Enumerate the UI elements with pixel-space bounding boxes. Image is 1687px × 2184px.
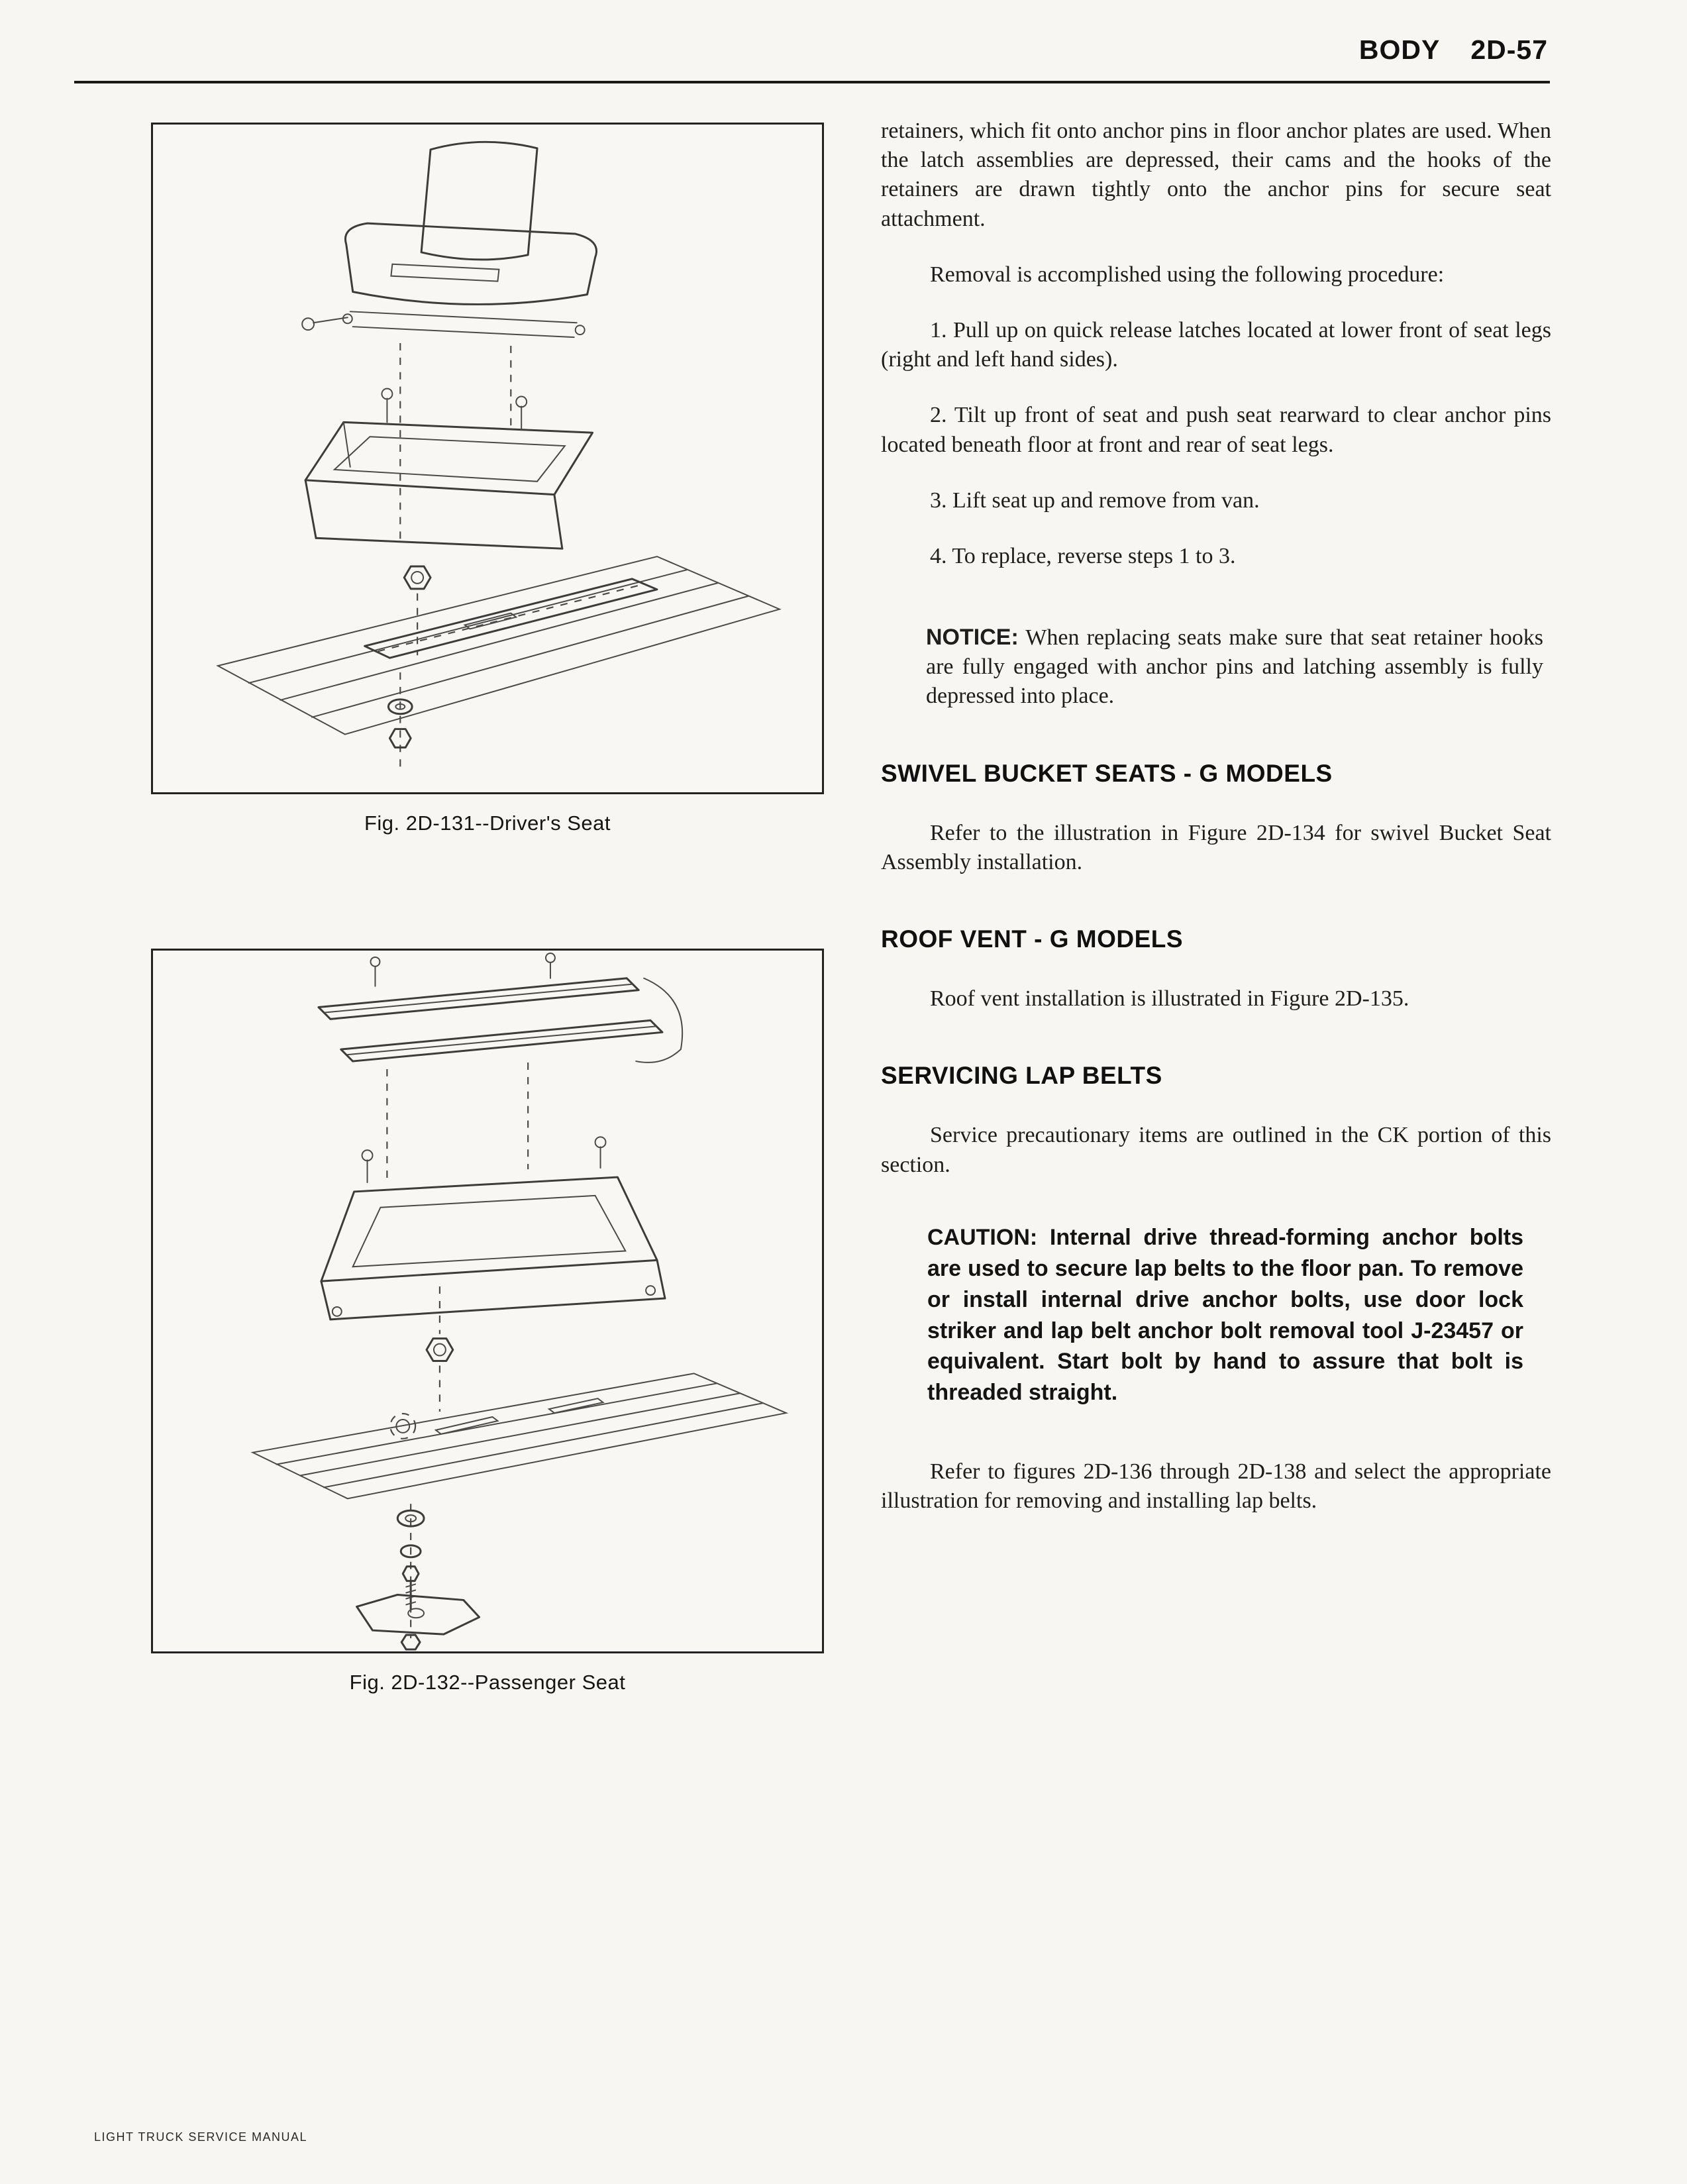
header-page-number: 2D-57 [1470, 34, 1548, 65]
anchor-bolt-stack [357, 1510, 480, 1649]
passenger-seat-illustration [151, 949, 824, 1653]
closing-paragraph: Refer to figures 2D-136 through 2D-138 and select the appropriate illustration for removing and installing lap belts. [881, 1459, 1551, 1514]
drivers-seat-svg [153, 125, 822, 792]
notice-paragraph [926, 623, 1543, 711]
removal-step-4: 4. To replace, reverse steps 1 to 3. [930, 543, 1236, 568]
fastener-nut [427, 1339, 453, 1361]
heading-swivel-bucket-seats: SWIVEL BUCKET SEATS - G MODELS [881, 759, 1333, 787]
fastener-nut [404, 566, 431, 589]
removal-intro-paragraph: Removal is accomplished using the following procedure: [930, 262, 1445, 287]
passenger-seat-svg [153, 951, 822, 1651]
page-header [1359, 34, 1548, 66]
alignment-lines [387, 1063, 528, 1638]
caution-label: CAUTION: [927, 1224, 1038, 1250]
drivers-seat-illustration [151, 123, 824, 794]
removal-step-1: 1. Pull up on quick release latches located at lower front of seat legs (right and left hand sides). [881, 317, 1551, 372]
header-rule [74, 81, 1550, 83]
pedestal-frame [305, 389, 592, 549]
figure-caption: Fig. 2D-132--Passenger Seat [349, 1671, 626, 1694]
figure-caption: Fig. 2D-131--Driver's Seat [364, 811, 611, 835]
figure-drivers-seat [151, 123, 824, 835]
servicing-lap-belts-paragraph: Service precautionary items are outlined in the CK portion of this section. [881, 1123, 1551, 1177]
footer-label: LIGHT TRUCK SERVICE MANUAL [94, 2130, 308, 2144]
caution-paragraph [927, 1222, 1523, 1408]
pedestal-frame [321, 1137, 665, 1319]
seat-outline [302, 142, 596, 337]
alignment-lines [400, 343, 511, 774]
swivel-bucket-seats-paragraph: Refer to the illustration in Figure 2D-134 for swivel Bucket Seat Assembly installation. [881, 820, 1551, 874]
removal-step-2: 2. Tilt up front of seat and push seat rearward to clear anchor pins located beneath floor at front and rear of seat legs. [881, 403, 1551, 457]
removal-step-3: 3. Lift seat up and remove from van. [930, 488, 1260, 513]
floor-pan [253, 1373, 786, 1498]
seat-rails [319, 953, 682, 1063]
intro-paragraph: retainers, which fit onto anchor pins in floor anchor plates are used. When the latch assemblies are depressed, their cams and the hooks of the retainers are drawn tightly onto the anchor pins for secure seat attachment. [881, 119, 1551, 231]
notice-text: When replacing seats make sure that seat retainer hooks are fully engaged with anchor pins and latching assembly is fully depressed into place. [926, 625, 1544, 709]
roof-vent-paragraph: Roof vent installation is illustrated in Figure 2D-135. [930, 986, 1409, 1012]
heading-roof-vent: ROOF VENT - G MODELS [881, 925, 1184, 953]
heading-servicing-lap-belts: SERVICING LAP BELTS [881, 1062, 1162, 1090]
floor-pan [218, 556, 780, 734]
caution-text: Internal drive thread-forming anchor bolts are used to secure lap belts to the floor pan. To remove or install internal drive anchor bolts, use door lock striker and lap belt anchor bolt removal tool J-23457 or equivalent. Start bolt by hand to assure that bolt is threaded straight. [927, 1224, 1523, 1406]
figure-passenger-seat [151, 949, 824, 1694]
header-section-title: BODY [1358, 34, 1441, 65]
article-column [881, 117, 1551, 1543]
notice-label: NOTICE: [926, 625, 1019, 650]
